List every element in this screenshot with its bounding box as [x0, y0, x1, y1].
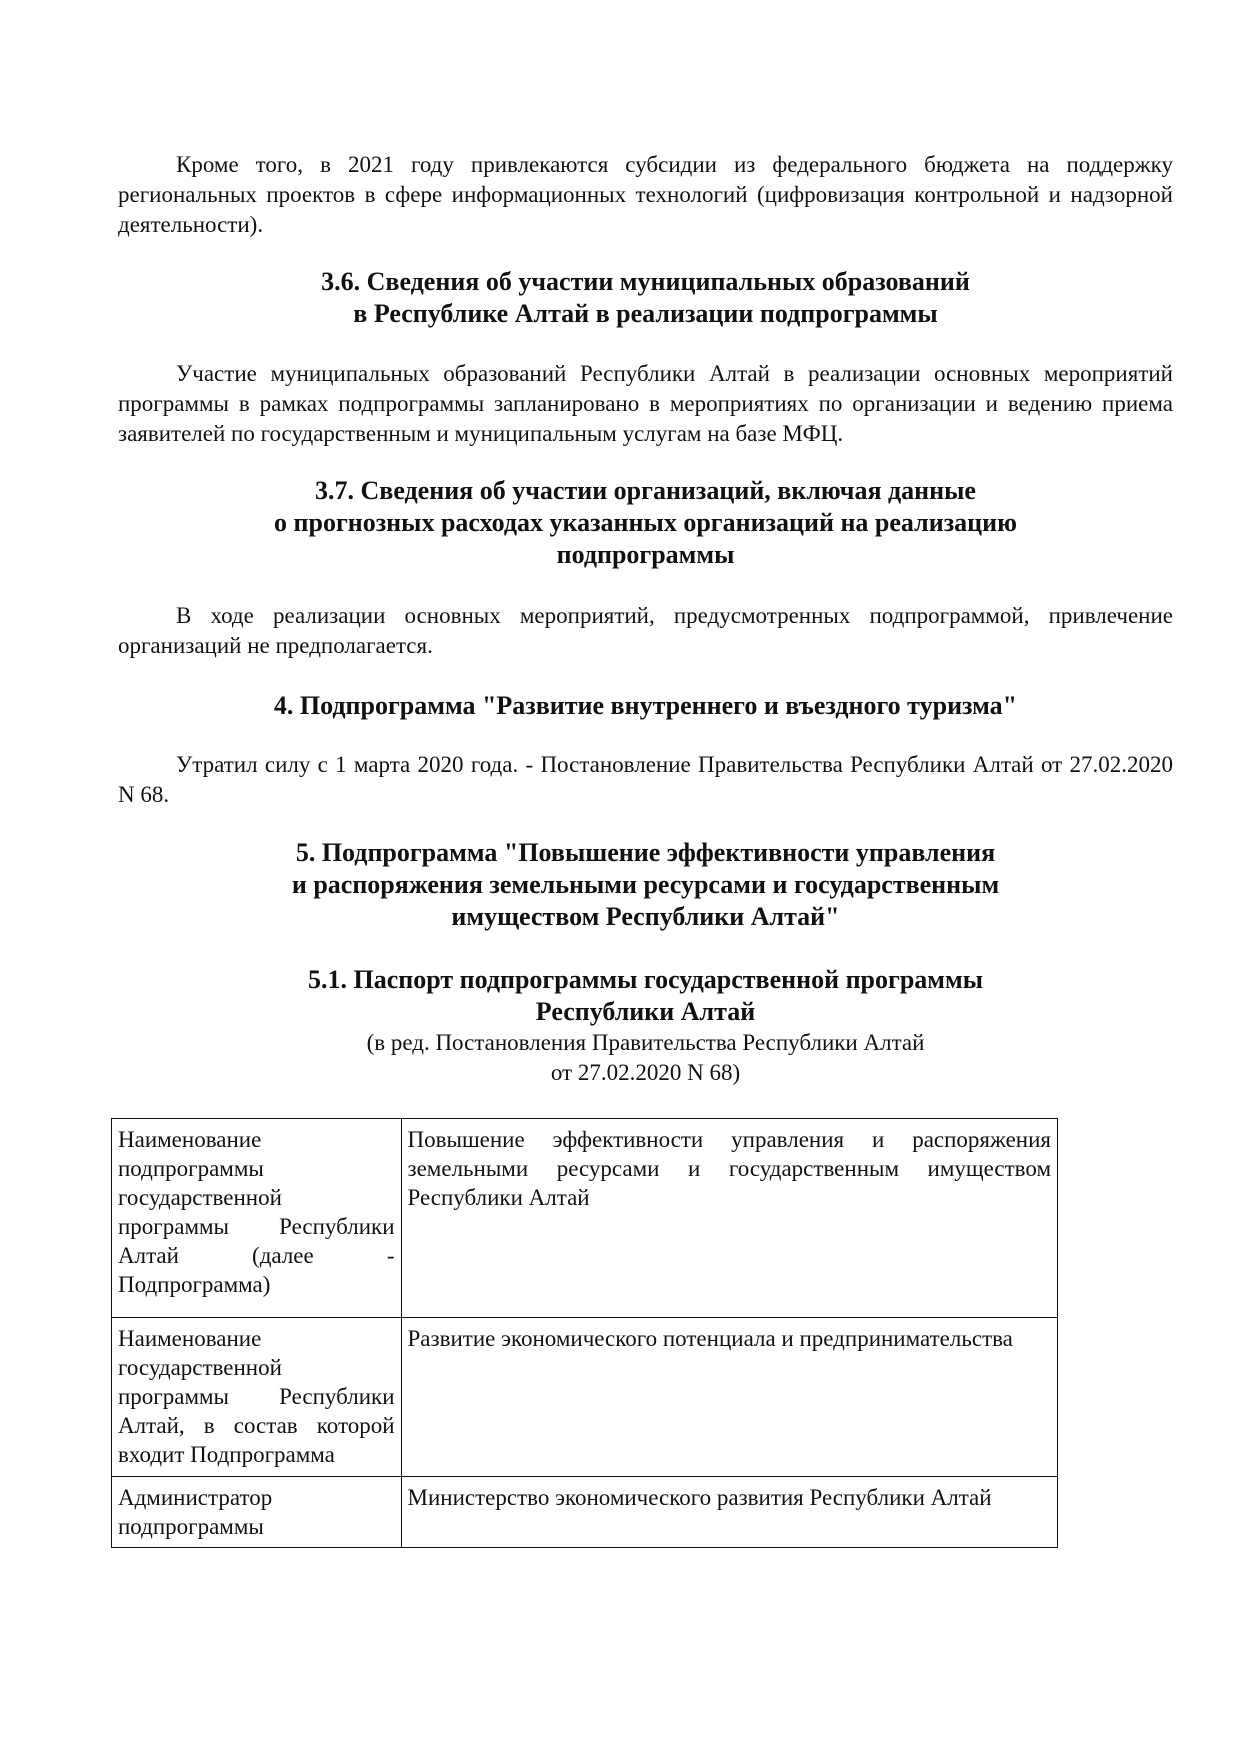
- heading-4-line-1: 4. Подпрограмма "Развитие внутреннего и въездного туризма": [273, 691, 1018, 720]
- heading-5-line-3: имуществом Республики Алтай": [451, 902, 840, 931]
- paragraph-municipal-participation: Участие муниципальных образований Республики Алтай в реализации основных мероприятий программы в рамках подпрограммы запланировано в мероприятиях по организации и ведению приема заявителей по государственным и муниципальным услугам на базе МФЦ.: [118, 361, 1173, 446]
- paragraph-federal-subsidies: Кроме того, в 2021 году привлекаются субсидии из федерального бюджета на поддержку региональных проектов в сфере информационных технологий (цифровизация контрольной и надзорной деятельности).: [118, 152, 1173, 237]
- table-row: [112, 1477, 1058, 1548]
- heading-5-line-1: 5. Подпрограмма "Повышение эффективности управления: [295, 838, 996, 867]
- table-row: [112, 1318, 1058, 1477]
- passport-value-cell: Развитие экономического потенциала и предпринимательства: [401, 1318, 1057, 1477]
- passport-value-cell: Повышение эффективности управления и распоряжения земельными ресурсами и государственным имуществом Республики Алтай: [401, 1119, 1057, 1318]
- heading-3-7: [118, 475, 1173, 571]
- paragraph-organizations: В ходе реализации основных мероприятий, предусмотренных подпрограммой, привлечение организаций не предполагается.: [118, 603, 1173, 658]
- passport-value-cell: Министерство экономического развития Республики Алтай: [401, 1477, 1057, 1548]
- heading-4: [118, 690, 1173, 722]
- passport-label-cell: Наименование подпрограммы государственной программы Республики Алтай (далее - Подпрограмма): [112, 1119, 402, 1318]
- heading-3-6: [118, 266, 1173, 330]
- heading-5: [118, 837, 1173, 933]
- passport-table: [111, 1118, 1058, 1548]
- passport-label-cell: Администратор подпрограммы: [112, 1477, 402, 1548]
- table-row: [112, 1119, 1058, 1318]
- heading-5-1-line-2: Республики Алтай: [535, 997, 756, 1026]
- heading-3-7-line-2: о прогнозных расходах указанных организаций на реализацию: [274, 508, 1017, 537]
- amendment-note-line-2: от 27.02.2020 N 68): [550, 1060, 741, 1085]
- heading-5-line-2: и распоряжения земельными ресурсами и государственным: [291, 870, 1000, 899]
- heading-5-1: [118, 964, 1173, 1028]
- heading-3-7-line-3: подпрограммы: [556, 540, 735, 569]
- amendment-note: [118, 1028, 1173, 1088]
- heading-3-6-line-2: в Республике Алтай в реализации подпрограммы: [353, 299, 938, 328]
- heading-3-6-line-1: 3.6. Сведения об участии муниципальных образований: [321, 267, 970, 296]
- heading-5-1-line-1: 5.1. Паспорт подпрограммы государственной программы: [307, 965, 984, 994]
- heading-3-7-line-1: 3.7. Сведения об участии организаций, включая данные: [315, 476, 976, 505]
- paragraph-repealed: Утратил силу с 1 марта 2020 года. - Постановление Правительства Республики Алтай от 27.02.2020 N 68.: [118, 752, 1173, 807]
- passport-label-cell: Наименование государственной программы Республики Алтай, в состав которой входит Подпрограмма: [112, 1318, 402, 1477]
- amendment-note-line-1: (в ред. Постановления Правительства Республики Алтай: [366, 1030, 925, 1055]
